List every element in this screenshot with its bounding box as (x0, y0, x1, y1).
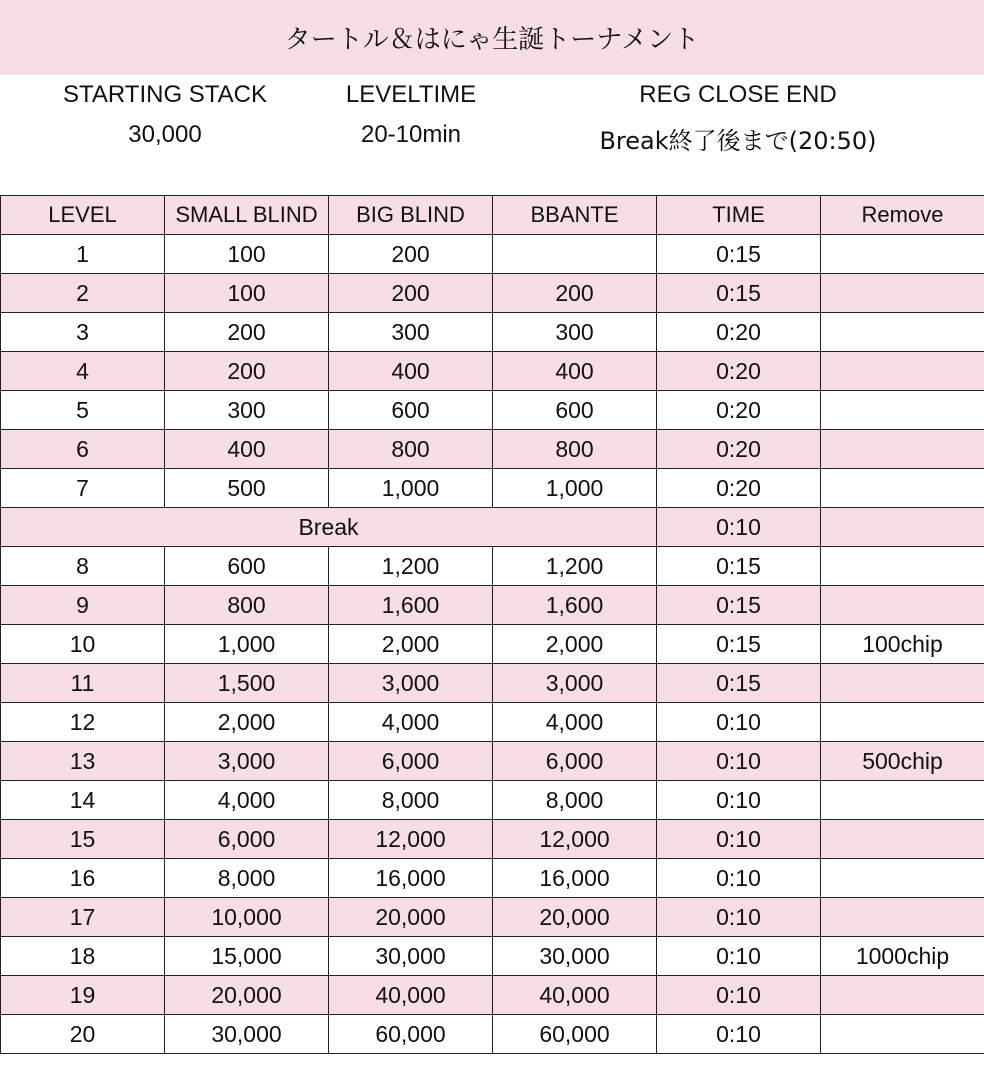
small-blind-cell: 6,000 (165, 820, 329, 859)
level-cell: 1 (1, 235, 165, 274)
level-cell: 2 (1, 274, 165, 313)
level-cell: 10 (1, 625, 165, 664)
level-cell: 6 (1, 430, 165, 469)
big-blind-cell: 3,000 (329, 664, 493, 703)
header-time: TIME (657, 196, 821, 235)
bbante-cell: 1,600 (493, 586, 657, 625)
remove-cell (821, 820, 984, 859)
table-row (1, 313, 984, 352)
time-cell: 0:10 (657, 937, 821, 976)
bbante-cell: 40,000 (493, 976, 657, 1015)
remove-cell (821, 352, 984, 391)
blind-structure-body (1, 196, 984, 1054)
time-cell: 0:10 (657, 742, 821, 781)
level-time-label: LEVELTIME (345, 81, 477, 108)
time-cell: 0:20 (657, 469, 821, 508)
bbante-cell: 16,000 (493, 859, 657, 898)
table-row (1, 391, 984, 430)
time-cell: 0:10 (657, 976, 821, 1015)
small-blind-cell: 1,500 (165, 664, 329, 703)
remove-cell (821, 391, 984, 430)
big-blind-cell: 1,000 (329, 469, 493, 508)
small-blind-cell: 10,000 (165, 898, 329, 937)
level-cell: 16 (1, 859, 165, 898)
page-title: タートル＆はにゃ生誕トーナメント (284, 25, 700, 55)
header-level: LEVEL (1, 196, 165, 235)
big-blind-cell: 1,600 (329, 586, 493, 625)
remove-cell (821, 313, 984, 352)
big-blind-cell: 16,000 (329, 859, 493, 898)
header-remove: Remove (821, 196, 984, 235)
remove-cell (821, 703, 984, 742)
big-blind-cell: 2,000 (329, 625, 493, 664)
small-blind-cell: 2,000 (165, 703, 329, 742)
remove-cell (821, 547, 984, 586)
small-blind-cell: 300 (165, 391, 329, 430)
starting-stack-label: STARTING STACK (62, 81, 268, 108)
big-blind-cell: 4,000 (329, 703, 493, 742)
table-row (1, 781, 984, 820)
table-row (1, 859, 984, 898)
small-blind-cell: 100 (165, 274, 329, 313)
table-row (1, 586, 984, 625)
blind-structure-table (0, 195, 984, 1054)
remove-cell (821, 430, 984, 469)
time-cell: 0:15 (657, 274, 821, 313)
page-title-bar (0, 0, 984, 75)
big-blind-cell: 800 (329, 430, 493, 469)
small-blind-cell: 20,000 (165, 976, 329, 1015)
small-blind-cell: 15,000 (165, 937, 329, 976)
table-row (1, 976, 984, 1015)
small-blind-cell: 200 (165, 352, 329, 391)
time-cell: 0:10 (657, 781, 821, 820)
time-cell: 0:10 (657, 859, 821, 898)
big-blind-cell: 600 (329, 391, 493, 430)
bbante-cell: 2,000 (493, 625, 657, 664)
big-blind-cell: 200 (329, 274, 493, 313)
break-row (1, 508, 984, 547)
remove-cell (821, 469, 984, 508)
remove-cell (821, 781, 984, 820)
small-blind-cell: 30,000 (165, 1015, 329, 1054)
break-remove-cell (821, 508, 984, 547)
big-blind-cell: 12,000 (329, 820, 493, 859)
bbante-cell: 1,200 (493, 547, 657, 586)
level-cell: 5 (1, 391, 165, 430)
bbante-cell: 300 (493, 313, 657, 352)
small-blind-cell: 600 (165, 547, 329, 586)
level-cell: 12 (1, 703, 165, 742)
bbante-cell: 20,000 (493, 898, 657, 937)
remove-cell (821, 586, 984, 625)
time-cell: 0:15 (657, 664, 821, 703)
header-bbante: BBANTE (493, 196, 657, 235)
remove-cell (821, 859, 984, 898)
remove-cell: 500chip (821, 742, 984, 781)
level-cell: 19 (1, 976, 165, 1015)
table-header-row (1, 196, 984, 235)
table-row (1, 898, 984, 937)
small-blind-cell: 500 (165, 469, 329, 508)
time-cell: 0:15 (657, 235, 821, 274)
level-cell: 14 (1, 781, 165, 820)
table-row (1, 664, 984, 703)
header-big-blind: BIG BLIND (329, 196, 493, 235)
table-row (1, 274, 984, 313)
level-cell: 18 (1, 937, 165, 976)
remove-cell (821, 274, 984, 313)
small-blind-cell: 8,000 (165, 859, 329, 898)
remove-cell (821, 235, 984, 274)
remove-cell: 1000chip (821, 937, 984, 976)
big-blind-cell: 1,200 (329, 547, 493, 586)
bbante-cell: 3,000 (493, 664, 657, 703)
time-cell: 0:20 (657, 391, 821, 430)
level-cell: 3 (1, 313, 165, 352)
bbante-cell: 8,000 (493, 781, 657, 820)
time-cell: 0:10 (657, 703, 821, 742)
bbante-cell: 800 (493, 430, 657, 469)
bbante-cell: 400 (493, 352, 657, 391)
small-blind-cell: 1,000 (165, 625, 329, 664)
level-cell: 11 (1, 664, 165, 703)
remove-cell (821, 1015, 984, 1054)
table-row (1, 1015, 984, 1054)
level-cell: 17 (1, 898, 165, 937)
level-cell: 9 (1, 586, 165, 625)
bbante-cell: 12,000 (493, 820, 657, 859)
bbante-cell (493, 235, 657, 274)
big-blind-cell: 20,000 (329, 898, 493, 937)
starting-stack-value: 30,000 (128, 121, 202, 148)
bbante-cell: 60,000 (493, 1015, 657, 1054)
table-row (1, 547, 984, 586)
small-blind-cell: 400 (165, 430, 329, 469)
reg-close-value: Break終了後まで(20:50) (599, 127, 877, 155)
bbante-cell: 4,000 (493, 703, 657, 742)
big-blind-cell: 60,000 (329, 1015, 493, 1054)
level-cell: 4 (1, 352, 165, 391)
bbante-cell: 6,000 (493, 742, 657, 781)
bbante-cell: 30,000 (493, 937, 657, 976)
break-time-cell: 0:10 (657, 508, 821, 547)
table-row (1, 703, 984, 742)
small-blind-cell: 4,000 (165, 781, 329, 820)
table-row (1, 937, 984, 976)
big-blind-cell: 400 (329, 352, 493, 391)
level-cell: 7 (1, 469, 165, 508)
remove-cell (821, 976, 984, 1015)
time-cell: 0:15 (657, 586, 821, 625)
level-cell: 8 (1, 547, 165, 586)
big-blind-cell: 8,000 (329, 781, 493, 820)
remove-cell (821, 898, 984, 937)
time-cell: 0:10 (657, 1015, 821, 1054)
big-blind-cell: 6,000 (329, 742, 493, 781)
small-blind-cell: 800 (165, 586, 329, 625)
time-cell: 0:15 (657, 547, 821, 586)
level-cell: 20 (1, 1015, 165, 1054)
bbante-cell: 1,000 (493, 469, 657, 508)
time-cell: 0:10 (657, 898, 821, 937)
small-blind-cell: 100 (165, 235, 329, 274)
header-small-blind: SMALL BLIND (165, 196, 329, 235)
time-cell: 0:10 (657, 820, 821, 859)
time-cell: 0:20 (657, 430, 821, 469)
table-row (1, 235, 984, 274)
time-cell: 0:15 (657, 625, 821, 664)
table-row (1, 352, 984, 391)
bbante-cell: 600 (493, 391, 657, 430)
time-cell: 0:20 (657, 352, 821, 391)
level-cell: 13 (1, 742, 165, 781)
big-blind-cell: 300 (329, 313, 493, 352)
big-blind-cell: 30,000 (329, 937, 493, 976)
big-blind-cell: 200 (329, 235, 493, 274)
big-blind-cell: 40,000 (329, 976, 493, 1015)
level-cell: 15 (1, 820, 165, 859)
table-row (1, 820, 984, 859)
small-blind-cell: 200 (165, 313, 329, 352)
table-row (1, 742, 984, 781)
remove-cell: 100chip (821, 625, 984, 664)
reg-close-label: REG CLOSE END (639, 81, 837, 108)
level-time-value: 20-10min (360, 121, 462, 148)
remove-cell (821, 664, 984, 703)
table-row (1, 469, 984, 508)
small-blind-cell: 3,000 (165, 742, 329, 781)
time-cell: 0:20 (657, 313, 821, 352)
table-row (1, 430, 984, 469)
break-label-cell: Break (1, 508, 657, 547)
table-row (1, 625, 984, 664)
tournament-info (0, 75, 984, 195)
bbante-cell: 200 (493, 274, 657, 313)
